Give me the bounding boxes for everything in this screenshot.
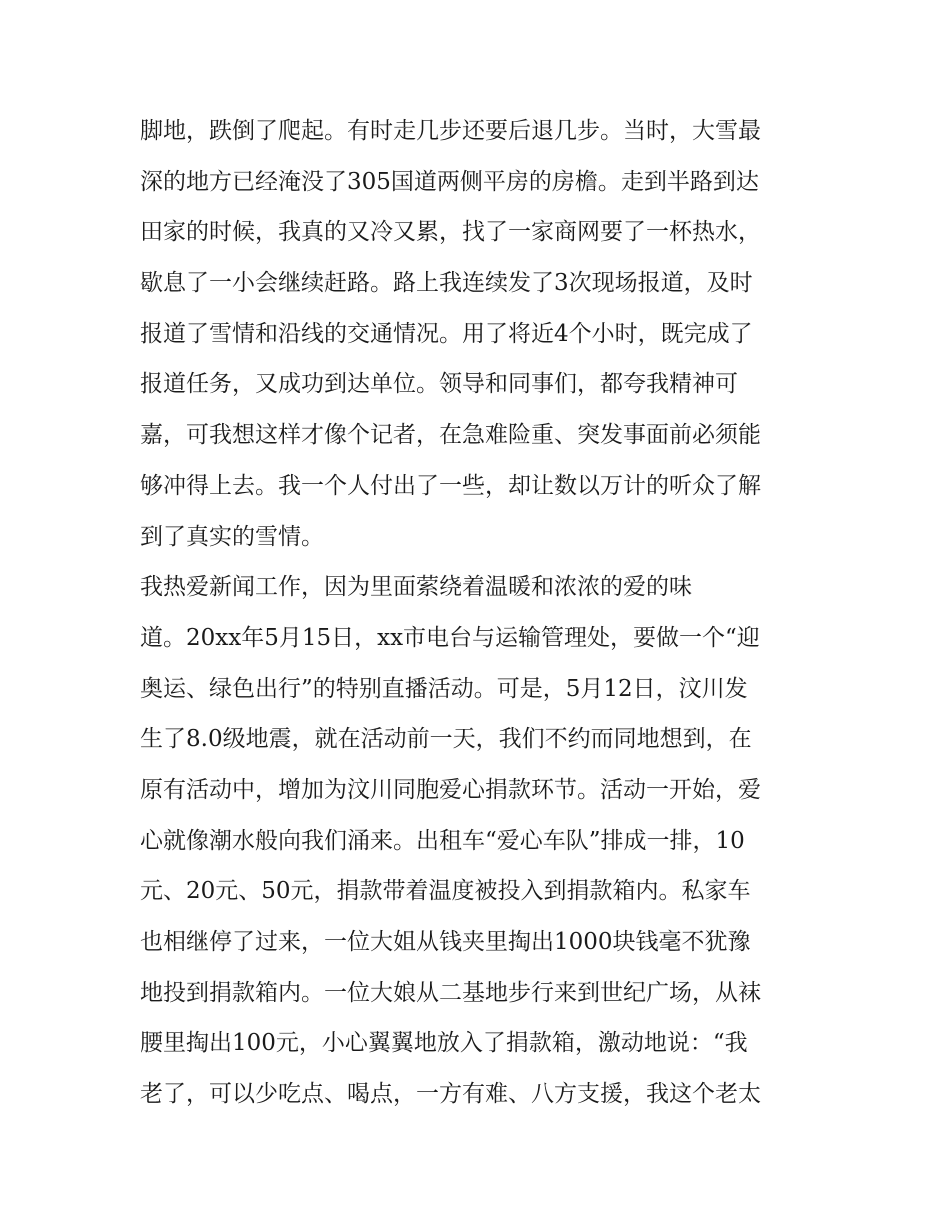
text-line-2: 深的地方已经淹没了305国道两侧平房的房檐。走到半路到达 — [140, 168, 759, 195]
text-line-19: 腰里掏出100元，小心翼翼地放入了捐款箱，激动地说：“我 — [140, 1030, 748, 1057]
text-line-6: 报道任务，又成功到达单位。领导和同事们，都夸我精神可 — [140, 371, 738, 398]
text-line-5: 报道了雪情和沿线的交通情况。用了将近4个小时，既完成了 — [140, 320, 753, 347]
text-line-16: 元、20元、50元，捐款带着温度被投入到捐款箱内。私家车 — [140, 878, 751, 905]
text-line-3: 田家的时候，我真的又冷又累，找了一家商网要了一杯热水， — [140, 219, 761, 246]
text-line-15: 心就像潮水般向我们涌来。出租车“爱心车队”排成一排，10 — [140, 827, 745, 854]
text-line-11: 道。20xx年5月15日，xx市电台与运输管理处，要做一个“迎 — [140, 624, 760, 651]
text-line-1: 脚地，跌倒了爬起。有时走几步还要后退几步。当时，大雪最 — [140, 118, 761, 144]
text-line-4: 歇息了一小会继续赶路。路上我连续发了3次现场报道，及时 — [140, 270, 753, 297]
text-line-14: 原有活动中，增加为汶川同胞爱心捐款环节。活动一开始，爱 — [140, 776, 761, 803]
text-line-8: 够冲得上去。我一个人付出了一些，却让数以万计的听众了解 — [140, 472, 761, 499]
text-line-17: 也相继停了过来，一位大姐从钱夹里掏出1000块钱毫不犹豫 — [140, 929, 751, 955]
text-line-10: 我热爱新闻工作，因为里面萦绕着温暖和浓浓的爱的味 — [140, 574, 692, 601]
text-line-20: 老了，可以少吃点、喝点，一方有难、八方支援，我这个老太 — [140, 1081, 761, 1108]
text-line-18: 地投到捐款箱内。一位大娘从二基地步行来到世纪广场，从袜 — [140, 979, 761, 1006]
text-line-7: 嘉，可我想这样才像个记者，在急难险重、突发事面前必须能 — [140, 422, 761, 449]
text-line-12: 奥运、绿色出行”的特别直播活动。可是，5月12日，汶川发 — [140, 675, 748, 702]
document-body — [140, 106, 820, 1120]
text-line-9: 到了真实的雪情。 — [140, 523, 324, 550]
text-line-13: 生了8.0级地震，就在活动前一天，我们不约而同地想到，在 — [140, 726, 752, 753]
